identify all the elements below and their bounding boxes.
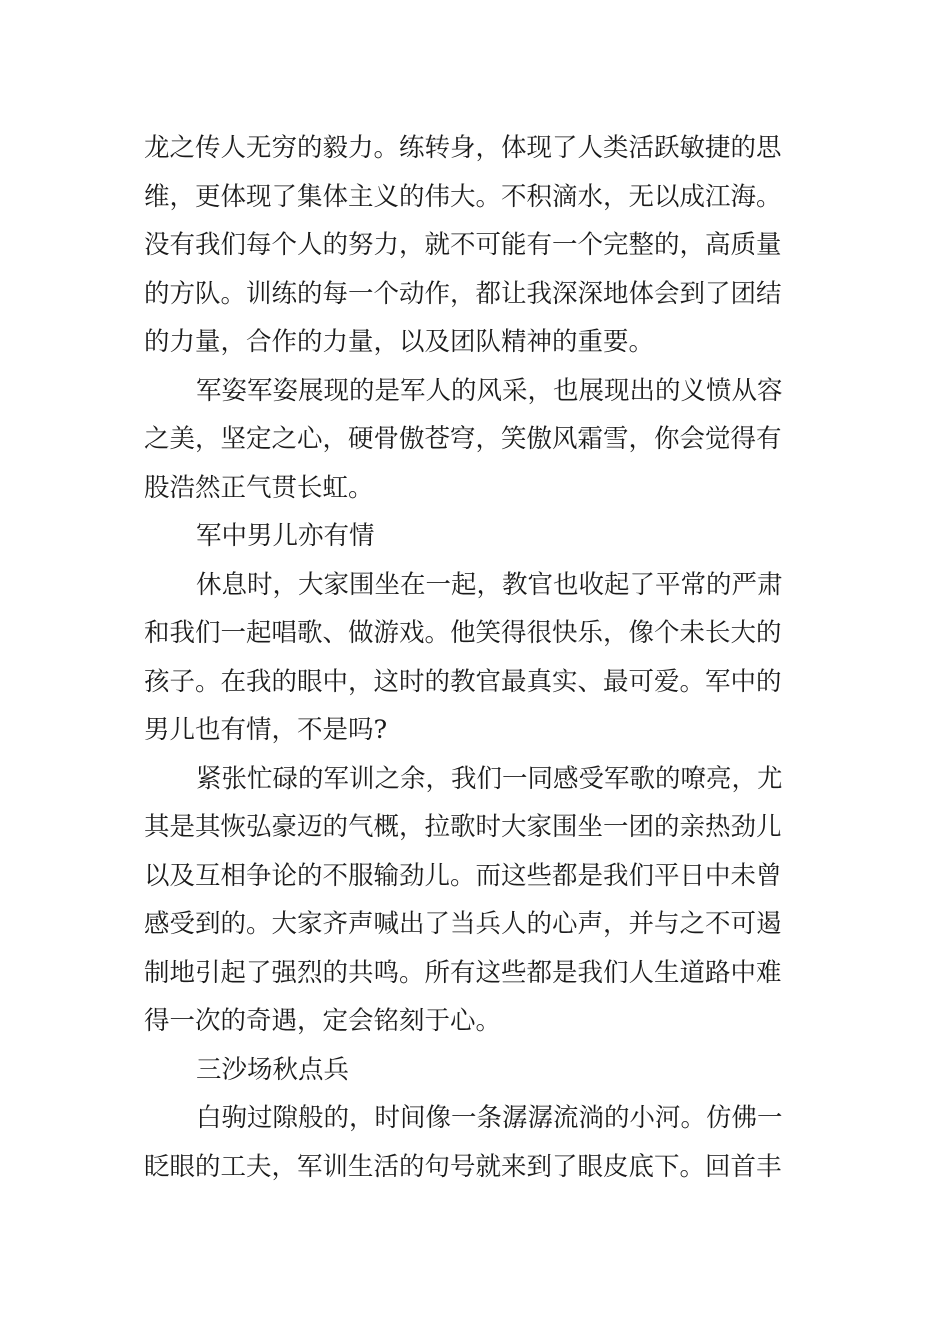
paragraph-start-line: 紧张忙碌的军训之余，我们一同感受军歌的嘹亮，尤 xyxy=(196,763,783,794)
text-line: 得一次的奇遇，定会铭刻于心。 xyxy=(144,1006,502,1036)
text-line: 之美，坚定之心，硬骨傲苍穹，笑傲风霜雪，你会觉得有 xyxy=(144,424,782,454)
text-line: 以及互相争论的不服输劲儿。而这些都是我们平日中未曾 xyxy=(144,860,782,891)
paragraph-start-line: 军中男儿亦有情 xyxy=(196,521,375,551)
text-line: 股浩然正气贯长虹。 xyxy=(144,472,374,503)
paragraph-start-line: 三沙场秋点兵 xyxy=(196,1054,350,1085)
text-line: 制地引起了强烈的共鸣。所有这些都是我们人生道路中难 xyxy=(144,957,782,988)
paragraph-start-line: 白驹过隙般的，时间像一条潺潺流淌的小河。仿佛一 xyxy=(196,1103,783,1133)
paragraph-start-line: 休息时，大家围坐在一起，教官也收起了平常的严肃 xyxy=(196,569,783,600)
text-line: 的力量，合作的力量，以及团队精神的重要。 xyxy=(144,327,655,357)
text-line: 的方队。训练的每一个动作，都让我深深地体会到了团结 xyxy=(144,278,782,309)
paragraph-start-line: 军姿军姿展现的是军人的风采，也展现出的义愤从容 xyxy=(196,375,783,406)
text-line: 没有我们每个人的努力，就不可能有一个完整的，高质量 xyxy=(144,230,782,260)
text-line: 和我们一起唱歌、做游戏。他笑得很快乐，像个未长大的 xyxy=(144,618,782,648)
text-line: 孩子。在我的眼中，这时的教官最真实、最可爱。军中的 xyxy=(144,666,782,697)
text-line: 其是其恢弘豪迈的气概，拉歌时大家围坐一团的亲热劲儿 xyxy=(144,812,782,842)
document-body xyxy=(144,124,824,1191)
text-line: 男儿也有情，不是吗? xyxy=(144,715,388,745)
text-line: 感受到的。大家齐声喊出了当兵人的心声，并与之不可遏 xyxy=(144,909,782,939)
text-line: 龙之传人无穷的毅力。练转身，体现了人类活跃敏捷的思 xyxy=(144,133,782,163)
text-line: 维，更体现了集体主义的伟大。不积滴水，无以成江海。 xyxy=(144,181,782,212)
text-line: 眨眼的工夫，军训生活的句号就来到了眼皮底下。回首丰 xyxy=(144,1151,782,1182)
